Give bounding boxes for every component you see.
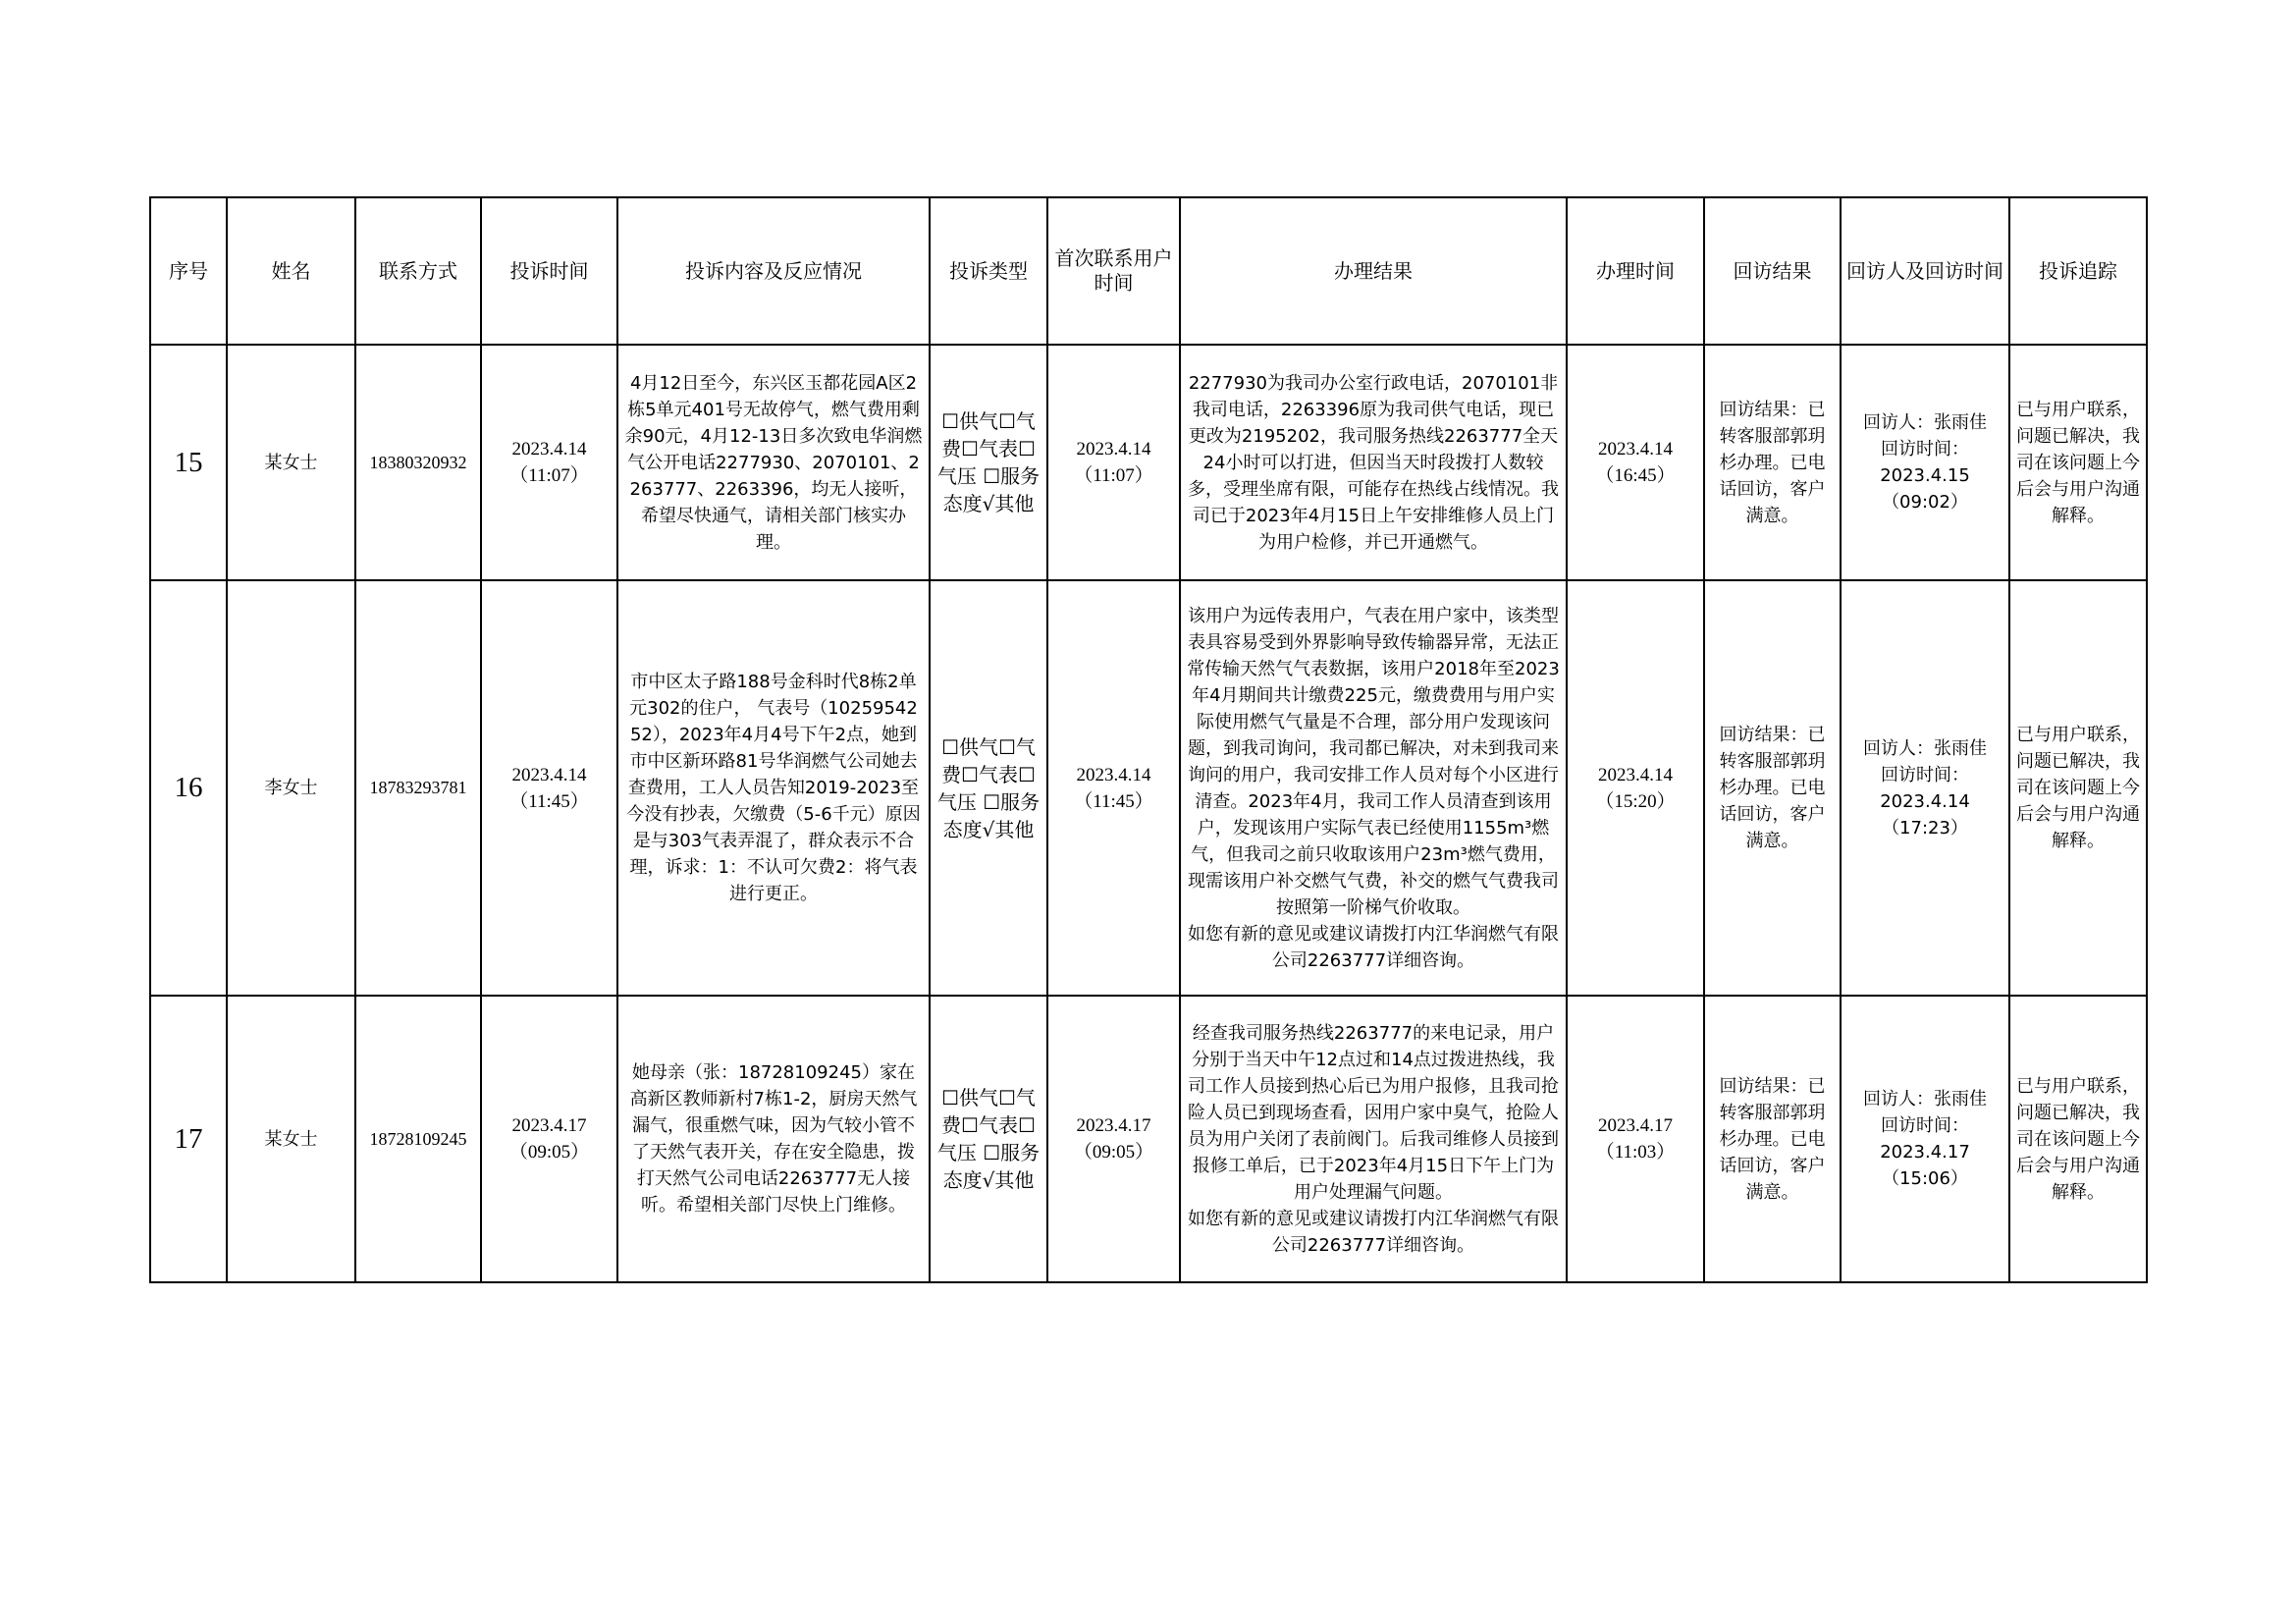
- row-type: ☐供气☐气费☐气表☐气压 ☐服务态度√其他: [930, 996, 1047, 1282]
- revisit-time-label: 回访时间：: [1881, 1115, 1969, 1136]
- row-result: [1180, 580, 1567, 996]
- header-tracking: 投诉追踪: [2009, 197, 2147, 345]
- row-content: 市中区太子路188号金科时代8栋2单元302的住户， 气表号（1025954252），2023年4月4号下午2点，她到市中区新环路81号华润燃气公司她去查费用，工人人员告知2019-2023至今没有抄表，欠缴费（5-6千元）原因是与303气表弄混了，群众表示不合理，诉求：1：不认可欠费2：将气表进行更正。: [617, 580, 930, 996]
- complaint-date: 2023.4.17: [511, 1115, 587, 1136]
- row-complaint-time: [481, 345, 617, 580]
- handle-date: 2023.4.14: [1598, 439, 1673, 460]
- first-contact-date: 2023.4.17: [1076, 1115, 1151, 1136]
- complaint-clock: （11:07）: [509, 465, 589, 486]
- row-revisit-person-time: [1841, 996, 2009, 1282]
- result-text: 2277930为我司办公室行政电话，2070101非我司电话，2263396原为我司供气电话，现已更改为2195202，我司服务热线2263777全天24小时可以打进，但因当天时段拨打人数较多，受理坐席有限，可能存在热线占线情况。我司已于2023年4月15日上午安排维修人员上门为用户检修，并已开通燃气。: [1188, 372, 1559, 553]
- row-seq: 15: [150, 345, 227, 580]
- header-row: [150, 197, 2147, 345]
- row-result: [1180, 345, 1567, 580]
- row-complaint-time: [481, 996, 617, 1282]
- header-name: 姓名: [227, 197, 355, 345]
- revisit-date: 2023.4.17: [1880, 1142, 1970, 1163]
- row-revisit-person-time: [1841, 580, 2009, 996]
- revisit-person: 回访人：张雨佳: [1863, 737, 1987, 759]
- result-text: 经查我司服务热线2263777的来电记录，用户分别于当天中午12点过和14点过拨进热线，我司工作人员接到热心后已为用户报修，且我司抢险人员已到现场查看，因用户家中臭气，抢险人员为用户关闭了表前阀门。后我司维修人员接到报修工单后，已于2023年4月15日下午上门为用户处理漏气问题。: [1188, 1022, 1559, 1203]
- first-contact-date: 2023.4.14: [1076, 439, 1151, 460]
- row-revisit-result: 回访结果：已转客服部郭玥杉办理。已电话回访，客户满意。: [1704, 345, 1841, 580]
- header-type: 投诉类型: [930, 197, 1047, 345]
- handle-date: 2023.4.14: [1598, 764, 1673, 785]
- revisit-date: 2023.4.15: [1880, 465, 1970, 486]
- revisit-person: 回访人：张雨佳: [1863, 412, 1987, 433]
- result-note: 如您有新的意见或建议请拨打内江华润燃气有限公司2263777详细咨询。: [1188, 1208, 1559, 1256]
- row-name: 李女士: [227, 580, 355, 996]
- table-row: [150, 996, 2147, 1282]
- row-content: 4月12日至今，东兴区玉都花园A区2栋5单元401号无故停气，燃气费用剩余90元，4月12-13日多次致电华润燃气公开电话2277930、2070101、2263777、2263396，均无人接听，希望尽快通气，请相关部门核实办理。: [617, 345, 930, 580]
- header-revisit-result: 回访结果: [1704, 197, 1841, 345]
- row-revisit-result: 回访结果：已转客服部郭玥杉办理。已电话回访，客户满意。: [1704, 996, 1841, 1282]
- first-contact-clock: （11:07）: [1074, 465, 1153, 486]
- row-type: ☐供气☐气费☐气表☐气压 ☐服务态度√其他: [930, 580, 1047, 996]
- row-phone: 18783293781: [355, 580, 481, 996]
- row-revisit-result: 回访结果：已转客服部郭玥杉办理。已电话回访，客户满意。: [1704, 580, 1841, 996]
- header-revisit-person-time: 回访人及回访时间: [1841, 197, 2009, 345]
- row-handle-time: [1567, 580, 1704, 996]
- row-tracking: 已与用户联系，问题已解决，我司在该问题上今后会与用户沟通解释。: [2009, 996, 2147, 1282]
- first-contact-clock: （11:45）: [1074, 790, 1153, 812]
- revisit-time-label: 回访时间：: [1881, 439, 1969, 460]
- header-content: 投诉内容及反应情况: [617, 197, 930, 345]
- row-first-contact: [1047, 996, 1180, 1282]
- header-result: 办理结果: [1180, 197, 1567, 345]
- table-row: [150, 345, 2147, 580]
- row-complaint-time: [481, 580, 617, 996]
- first-contact-date: 2023.4.14: [1076, 764, 1151, 785]
- revisit-clock: （17:23）: [1882, 817, 1968, 839]
- row-handle-time: [1567, 345, 1704, 580]
- handle-clock: （11:03）: [1595, 1142, 1676, 1163]
- row-handle-time: [1567, 996, 1704, 1282]
- handle-clock: （16:45）: [1595, 465, 1676, 486]
- row-tracking: 已与用户联系，问题已解决，我司在该问题上今后会与用户沟通解释。: [2009, 345, 2147, 580]
- handle-date: 2023.4.17: [1598, 1115, 1673, 1136]
- header-contact: 联系方式: [355, 197, 481, 345]
- header-complaint-time: 投诉时间: [481, 197, 617, 345]
- row-result: [1180, 996, 1567, 1282]
- header-first-contact: 首次联系用户时间: [1047, 197, 1180, 345]
- revisit-clock: （09:02）: [1882, 492, 1968, 513]
- first-contact-clock: （09:05）: [1073, 1142, 1154, 1163]
- complaint-clock: （11:45）: [509, 790, 589, 812]
- revisit-time-label: 回访时间：: [1881, 764, 1969, 785]
- row-revisit-person-time: [1841, 345, 2009, 580]
- revisit-person: 回访人：张雨佳: [1863, 1089, 1987, 1110]
- header-handle-time: 办理时间: [1567, 197, 1704, 345]
- row-name: 某女士: [227, 345, 355, 580]
- row-name: 某女士: [227, 996, 355, 1282]
- complaint-date: 2023.4.14: [511, 764, 587, 785]
- result-text: 该用户为远传表用户，气表在用户家中，该类型表具容易受到外界影响导致传输器异常，无法正常传输天然气气表数据，该用户2018年至2023年4月期间共计缴费225元，缴费费用与用户实际使用燃气气量是不合理，部分用户发现该问题，到我司询问，我司都已解决，对未到我司来询问的用户，我司安排工作人员对每个小区进行清查。2023年4月，我司工作人员清查到该用户，发现该用户实际气表已经使用1155m³燃气，但我司之前只收取该用户23m³燃气费用，现需该用户补交燃气气费，补交的燃气气费我司按照第一阶梯气价收取。: [1187, 605, 1560, 918]
- row-seq: 17: [150, 996, 227, 1282]
- complaint-clock: （09:05）: [508, 1142, 590, 1163]
- handle-clock: （15:20）: [1595, 790, 1676, 812]
- row-first-contact: [1047, 580, 1180, 996]
- row-type: ☐供气☐气费☐气表☐气压 ☐服务态度√其他: [930, 345, 1047, 580]
- result-note: 如您有新的意见或建议请拨打内江华润燃气有限公司2263777详细咨询。: [1188, 923, 1559, 971]
- row-content: 她母亲（张：18728109245）家在高新区教师新村7栋1-2，厨房天然气漏气，很重燃气味，因为气较小管不了天然气表开关，存在安全隐患，拨打天然气公司电话2263777无人接听。希望相关部门尽快上门维修。: [617, 996, 930, 1282]
- complaint-date: 2023.4.14: [511, 439, 587, 460]
- row-first-contact: [1047, 345, 1180, 580]
- revisit-clock: （15:06）: [1882, 1168, 1968, 1189]
- row-tracking: 已与用户联系，问题已解决，我司在该问题上今后会与用户沟通解释。: [2009, 580, 2147, 996]
- row-seq: 16: [150, 580, 227, 996]
- row-phone: 18728109245: [355, 996, 481, 1282]
- revisit-date: 2023.4.14: [1880, 790, 1970, 812]
- row-phone: 18380320932: [355, 345, 481, 580]
- header-seq: 序号: [150, 197, 227, 345]
- table-row: [150, 580, 2147, 996]
- complaint-table: [149, 196, 2148, 1283]
